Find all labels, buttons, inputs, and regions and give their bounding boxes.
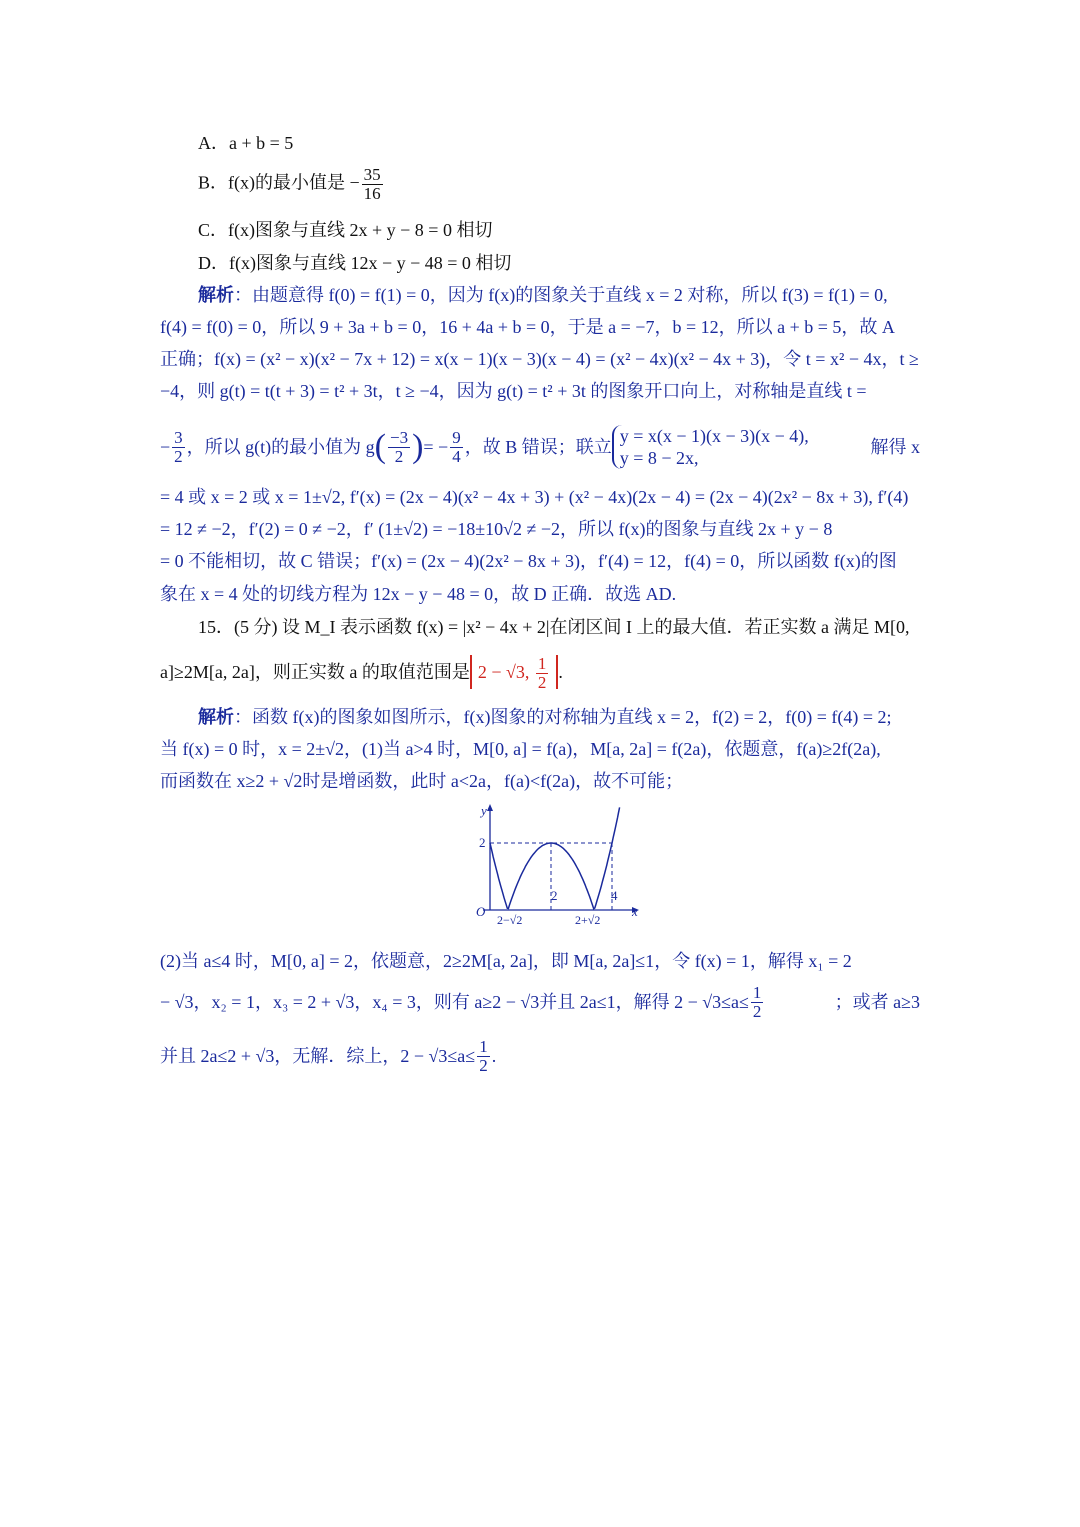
fraction	[477, 1038, 490, 1075]
solution-text: 正确；f(x) = (x² − x)(x² − 7x + 12) = x(x − 1)(x − 3)(x − 4) = (x² − 4x)(x² − 4x + 3)，令 t = x² − 4x，t ≥	[160, 349, 919, 369]
system-equation-2: y = 8 − 2x,	[619, 448, 699, 468]
origin-label: O	[476, 904, 486, 919]
solution-14-line-3	[160, 348, 920, 370]
solution-text: ：由题意得 f(0) = f(1) = 0，因为 f(x)的图象关于直线 x = 2 对称，所以 f(3) = f(1) = 0,	[234, 285, 888, 305]
minus-sign: −	[160, 437, 171, 457]
system-equation-1: y = x(x − 1)(x − 3)(x − 4),	[619, 426, 809, 446]
numerator: 9	[452, 427, 461, 447]
solution-14-line-1	[198, 284, 888, 306]
solution-15-line-1	[198, 706, 892, 728]
fraction	[450, 429, 463, 466]
solution-text: ；或者 a≥3	[834, 992, 920, 1012]
option-b-text: B．f(x)的最小值是 −	[198, 172, 360, 193]
solution-text: 解得 x	[870, 437, 920, 457]
solution-14-line-4	[160, 380, 920, 402]
denominator: 2	[479, 1055, 488, 1075]
solution-15-line-6	[160, 1036, 496, 1076]
option-b	[198, 166, 385, 203]
solution-14-line-5	[160, 422, 920, 472]
fraction	[536, 655, 549, 692]
solution-14-line-6	[160, 486, 920, 508]
denominator: 2	[174, 446, 183, 466]
denominator: 16	[363, 184, 381, 203]
right-bracket: )	[412, 428, 424, 465]
y-axis-label: y	[481, 803, 487, 818]
denominator: 2	[537, 673, 547, 693]
solution-14-line-2	[160, 316, 920, 338]
option-a: A．a + b = 5	[198, 133, 294, 153]
period: .	[491, 1046, 497, 1066]
solution-text: ：函数 f(x)的图象如图所示，f(x)图象的对称轴为直线 x = 2，f(2) = 2，f(0) = f(4) = 2;	[234, 707, 892, 727]
numerator: 3	[174, 427, 183, 447]
denominator: 2	[394, 446, 404, 466]
left-bracket: (	[374, 428, 386, 465]
solution-14-line-9: 象在 x = 4 处的切线方程为 12x − y − 48 = 0，故 D 正确．故选 AD.	[160, 584, 677, 604]
solution-text: ，故 B 错误；联立	[464, 437, 612, 457]
solution-text: = 0 不能相切，故 C 错误；f′(x) = (2x − 4)(2x² − 8x + 3)，f′(4) = 12，f(4) = 0，所以函数 f(x)的图	[160, 551, 897, 571]
solution-15-line-4	[160, 950, 920, 972]
solution-text: = 12 ≠ −2，f′(2) = 0 ≠ −2，f′ (1±√2) = −18±10√2 ≠ −2，所以 f(x)的图象与直线 2x + y − 8	[160, 519, 833, 539]
fraction	[751, 984, 764, 1021]
tick-label-x2: 2	[551, 888, 558, 903]
fraction	[172, 429, 185, 466]
y-axis-arrow	[487, 804, 493, 811]
numerator: 1	[537, 654, 547, 674]
fraction	[362, 166, 383, 203]
solution-14-line-8	[160, 550, 920, 572]
fraction	[388, 429, 410, 466]
solution-text: f(4) = f(0) = 0，所以 9 + 3a + b = 0，16 + 4a + b = 0，于是 a = −7，b = 12，所以 a + b = 5，故 A	[160, 317, 895, 337]
function-graph	[465, 800, 650, 930]
solution-text: ，所以 g(t)的最小值为 g	[186, 437, 375, 457]
solution-text: 当 f(x) = 0 时，x = 2±√2，(1)当 a>4 时，M[0, a] = f(a)，M[a, 2a] = f(2a)，依题意，f(a)≥2f(2a),	[160, 739, 881, 759]
denominator: 2	[752, 1001, 762, 1021]
root-label-2: 2+√2	[575, 913, 601, 927]
numerator: 1	[479, 1036, 488, 1056]
x-axis-label: x	[632, 904, 638, 919]
solution-label: 解析	[198, 707, 234, 727]
solution-text: 并且 2a≤2 + √3，无解．综上，2 − √3≤a≤	[160, 1046, 476, 1066]
denominator: 4	[452, 446, 461, 466]
numerator: −3	[389, 427, 409, 447]
solution-15-line-2	[160, 738, 920, 760]
answer-text: 2 − √3,	[477, 662, 534, 682]
question-15-line-2	[160, 652, 563, 692]
numerator: 35	[363, 165, 381, 184]
solution-15-line-5	[160, 982, 920, 1022]
tick-label-x4: 4	[611, 888, 618, 903]
option-c: C．f(x)图象与直线 2x + y − 8 = 0 相切	[198, 220, 493, 240]
solution-15-line-3: 而函数在 x≥2 + √2时是增函数，此时 a<2a，f(a)<f(2a)，故不可能；	[160, 771, 684, 791]
option-d: D．f(x)图象与直线 12x − y − 48 = 0 相切	[198, 253, 512, 273]
question-text: a]≥2M[a, 2a]，则正实数 a 的取值范围是	[160, 662, 470, 682]
solution-14-line-7	[160, 518, 920, 540]
solution-text: −4，则 g(t) = t(t + 3) = t² + 3t，t ≥ −4，因为 g(t) = t² + 3t 的图象开口向上，对称轴是直线 t =	[160, 381, 867, 401]
answer-blank	[470, 654, 559, 693]
period: .	[558, 662, 563, 682]
solution-text: = −	[423, 437, 449, 457]
solution-text: (2)当 a≤4 时，M[0, a] = 2，依题意，2≥2M[a, 2a]，即 M[a, 2a]≤1，令 f(x) = 1，解得 x₁ = 2	[160, 951, 852, 971]
equation-system	[612, 425, 809, 469]
tick-label-y2: 2	[479, 835, 486, 850]
question-15-line-1: 15．(5 分) 设 M_I 表示函数 f(x) = |x² − 4x + 2|在闭区间 I 上的最大值．若正实数 a 满足 M[0,	[198, 617, 910, 637]
solution-text: − √3，x₂ = 1，x₃ = 2 + √3，x₄ = 3，则有 a≥2 − √3并且 2a≤1，解得 2 − √3≤a≤	[160, 992, 749, 1012]
numerator: 1	[752, 982, 762, 1002]
solution-label: 解析	[198, 285, 234, 305]
solution-text: = 4 或 x = 2 或 x = 1±√2, f′(x) = (2x − 4)(x² − 4x + 3) + (x² − 4x)(2x − 4) = (2x − 4)(2x² − 8x + 3), f′(4)	[160, 487, 909, 507]
root-label-1: 2−√2	[497, 913, 523, 927]
